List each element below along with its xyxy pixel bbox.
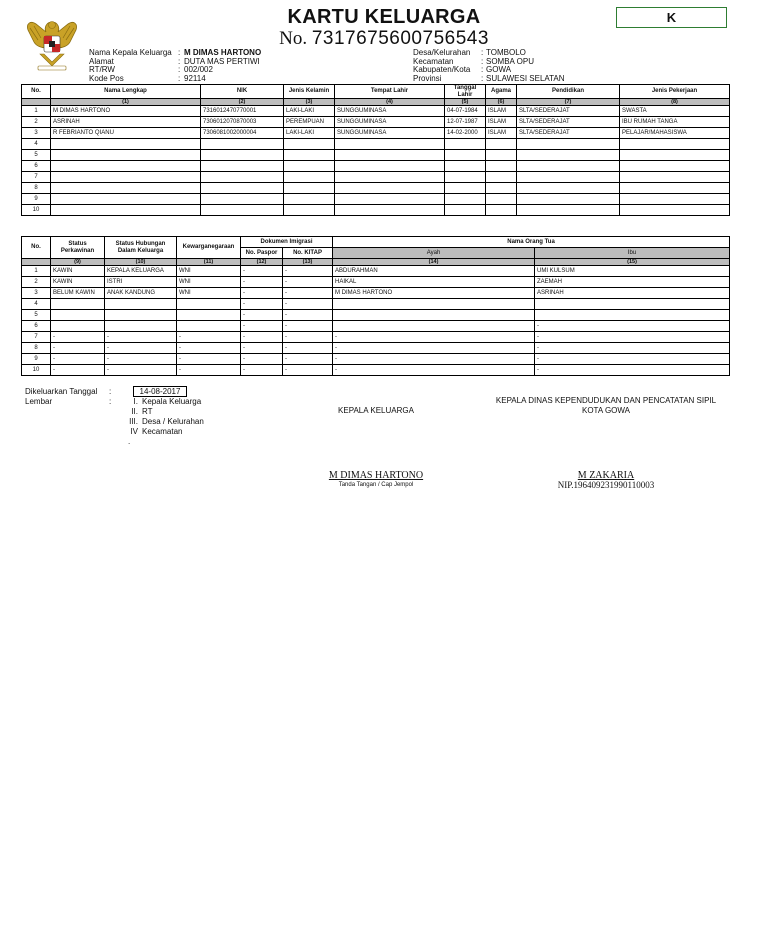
table-cell: - (241, 354, 283, 365)
table-cell: ABDURAHMAN (333, 266, 535, 277)
document-number (0, 28, 768, 50)
table-cell: 5 (22, 150, 51, 161)
table-cell: - (535, 343, 730, 354)
head-of-family-label: KEPALA KELUARGA (338, 406, 414, 415)
column-header: Tanggal Lahir (445, 85, 486, 99)
table-cell: - (283, 288, 333, 299)
table-cell: SLTA/SEDERAJAT (517, 106, 620, 117)
table-cell (284, 183, 335, 194)
info-value: SOMBA OPU (486, 56, 535, 66)
family-members-table (21, 84, 730, 216)
column-header: Pendidikan (517, 85, 620, 99)
table-cell: - (105, 365, 177, 376)
colon: : (109, 387, 112, 396)
table-cell (201, 172, 284, 183)
table-cell: 1 (22, 266, 51, 277)
table-cell (284, 161, 335, 172)
table-cell: - (283, 266, 333, 277)
table-cell (486, 172, 517, 183)
column-index: (5) (445, 99, 486, 106)
table-cell: PEREMPUAN (284, 117, 335, 128)
table-row (22, 205, 730, 216)
table-cell: 7306081002000004 (201, 128, 284, 139)
table-cell: - (283, 365, 333, 376)
table-cell: 8 (22, 343, 51, 354)
table-cell: - (177, 332, 241, 343)
table-row (22, 299, 730, 310)
table-cell (335, 183, 445, 194)
table-cell (284, 205, 335, 216)
table-cell (486, 150, 517, 161)
table-cell: IBU RUMAH TANGA (620, 117, 730, 128)
table-cell (201, 183, 284, 194)
column-header: Dokumen Imigrasi (241, 237, 333, 248)
table-header-row (22, 237, 730, 248)
table-row (22, 194, 730, 205)
info-value: SULAWESI SELATAN (486, 73, 565, 83)
table-cell: BELUM KAWIN (51, 288, 105, 299)
table-cell: KEPALA KELUARGA (105, 266, 177, 277)
table-cell: LAKI-LAKI (284, 106, 335, 117)
table-cell (51, 139, 201, 150)
table-cell: ISLAM (486, 128, 517, 139)
table-cell (284, 194, 335, 205)
info-label: Alamat (89, 56, 114, 66)
column-header: Nama Lengkap (51, 85, 201, 99)
table-cell (51, 172, 201, 183)
table-cell: - (241, 321, 283, 332)
table-cell (105, 299, 177, 310)
table-cell: - (283, 332, 333, 343)
info-row: Alamat : DUTA MAS PERTIWI (89, 56, 260, 66)
table-cell: 7316012470770001 (201, 106, 284, 117)
agency-title-line1: KEPALA DINAS KEPENDUDUKAN DAN PENCATATAN SIPIL (495, 396, 717, 405)
info-label: Nama Kepala Keluarga (89, 48, 172, 57)
table-cell (620, 172, 730, 183)
table-cell: 8 (22, 183, 51, 194)
table-row (22, 117, 730, 128)
column-index: (15) (535, 259, 730, 266)
table-cell (486, 205, 517, 216)
info-row: RT/RW : 002/002 (89, 65, 213, 75)
table-cell: 12-07-1987 (445, 117, 486, 128)
info-row: Desa/Kelurahan : TOMBOLO (413, 48, 526, 57)
table-cell: - (283, 277, 333, 288)
column-header: No. (22, 237, 51, 259)
table-cell: - (283, 321, 333, 332)
table-header-row (22, 85, 730, 99)
table-cell (620, 161, 730, 172)
table-cell (201, 194, 284, 205)
kk-number: 7317675600756543 (311, 28, 489, 49)
info-row: Kode Pos : 92114 (89, 73, 206, 83)
table-cell: 9 (22, 354, 51, 365)
table-cell (445, 172, 486, 183)
table-cell (51, 299, 105, 310)
table-cell: 7 (22, 172, 51, 183)
table-row (22, 310, 730, 321)
table-cell: 9 (22, 194, 51, 205)
column-header: Ayah (333, 248, 535, 259)
table-cell (105, 310, 177, 321)
family-status-table (21, 236, 730, 376)
table-cell: ISLAM (486, 106, 517, 117)
column-header: No. Paspor (241, 248, 283, 259)
table-cell (201, 205, 284, 216)
column-header: NIK (201, 85, 284, 99)
info-label: RT/RW (89, 65, 115, 75)
official-nip: NIP.196409231990110003 (557, 480, 655, 490)
column-header: No. KITAP (283, 248, 333, 259)
info-right (413, 49, 565, 83)
table-cell: - (177, 354, 241, 365)
table-cell: 4 (22, 139, 51, 150)
table-cell (333, 310, 535, 321)
table-cell: - (283, 343, 333, 354)
table-cell (51, 161, 201, 172)
table-cell: R FEBRIANTO QIANU (51, 128, 201, 139)
table-cell: SWASTA (620, 106, 730, 117)
table-cell: - (241, 310, 283, 321)
column-index: (14) (333, 259, 535, 266)
info-label: Provinsi (413, 73, 442, 83)
table-cell: 4 (22, 299, 51, 310)
column-index: (6) (486, 99, 517, 106)
table-cell: - (51, 365, 105, 376)
table-cell (51, 194, 201, 205)
info-value: M DIMAS HARTONO (184, 48, 262, 57)
table-cell (517, 194, 620, 205)
document-title: KARTU KELUARGA (287, 6, 481, 28)
table-cell (517, 183, 620, 194)
table-cell: KAWIN (51, 277, 105, 288)
colon: : (109, 397, 112, 406)
table-cell (486, 139, 517, 150)
table-cell: WNI (177, 266, 241, 277)
table-cell: PELAJAR/MAHASISWA (620, 128, 730, 139)
info-label: Kecamatan (413, 56, 454, 66)
column-index-row (22, 259, 730, 266)
table-cell (486, 161, 517, 172)
table-row (22, 321, 730, 332)
issued-date-value: 14-08-2017 (133, 386, 187, 397)
info-label: Kabupaten/Kota (413, 65, 471, 75)
table-cell (335, 161, 445, 172)
column-header: Tempat Lahir (335, 85, 445, 99)
table-cell (620, 205, 730, 216)
table-cell (51, 321, 105, 332)
column-index: (10) (105, 259, 177, 266)
info-label: Kode Pos (89, 73, 124, 83)
table-cell: 3 (22, 288, 51, 299)
table-cell (201, 139, 284, 150)
table-cell (486, 183, 517, 194)
column-header: No. (22, 85, 51, 99)
table-row (22, 106, 730, 117)
table-row (22, 332, 730, 343)
table-row (22, 365, 730, 376)
table-cell: - (51, 354, 105, 365)
table-cell: SUNGGUMINASA (335, 106, 445, 117)
lembar-item: III. Desa / Kelurahan (129, 417, 204, 426)
table-row (22, 354, 730, 365)
table-row (22, 277, 730, 288)
lembar-dot: . (128, 437, 131, 446)
table-cell: 1 (22, 106, 51, 117)
column-index: (11) (177, 259, 241, 266)
table-row (22, 172, 730, 183)
table-cell: - (241, 277, 283, 288)
table-cell (486, 194, 517, 205)
table-cell (177, 310, 241, 321)
table-cell: 2 (22, 277, 51, 288)
column-index (22, 99, 51, 106)
column-header: Status Perkawinan (51, 237, 105, 259)
table-cell: 10 (22, 365, 51, 376)
table-cell (335, 150, 445, 161)
table-cell: WNI (177, 288, 241, 299)
table-cell (284, 172, 335, 183)
official-name: M ZAKARIA (577, 470, 635, 481)
info-value: DUTA MAS PERTIWI (184, 56, 260, 66)
table-row (22, 161, 730, 172)
info-row: Kabupaten/Kota : GOWA (413, 65, 512, 75)
column-header: Jenis Kelamin (284, 85, 335, 99)
table-cell (51, 310, 105, 321)
lembar-item: I. Kepala Keluarga (133, 397, 202, 406)
info-label: Desa/Kelurahan (413, 48, 471, 57)
table-cell (620, 150, 730, 161)
type-box: K (616, 7, 727, 28)
table-cell: HAIKAL (333, 277, 535, 288)
table-cell: - (333, 343, 535, 354)
table-cell: UMI KULSUM (535, 266, 730, 277)
column-index: (1) (51, 99, 201, 106)
table-cell (517, 172, 620, 183)
info-row: Provinsi : SULAWESI SELATAN (413, 73, 565, 83)
table-cell: 2 (22, 117, 51, 128)
column-header: Jenis Pekerjaan (620, 85, 730, 99)
table-cell (335, 172, 445, 183)
column-header: Status Hubungan Dalam Keluarga (105, 237, 177, 259)
table-cell: - (333, 354, 535, 365)
table-cell: - (283, 310, 333, 321)
table-row (22, 343, 730, 354)
table-cell: ASRINAH (535, 288, 730, 299)
info-value: 002/002 (184, 65, 213, 75)
table-cell: - (333, 332, 535, 343)
table-cell: - (535, 321, 730, 332)
table-cell (535, 299, 730, 310)
column-index (22, 259, 51, 266)
table-cell: - (241, 299, 283, 310)
table-cell (201, 150, 284, 161)
table-cell: - (535, 365, 730, 376)
table-cell: - (105, 343, 177, 354)
table-cell (201, 161, 284, 172)
table-cell: SLTA/SEDERAJAT (517, 117, 620, 128)
table-cell: - (535, 354, 730, 365)
info-value: TOMBOLO (486, 48, 526, 57)
table-row (22, 266, 730, 277)
table-cell: 7 (22, 332, 51, 343)
table-cell: 10 (22, 205, 51, 216)
table-cell (177, 321, 241, 332)
table-cell: M DIMAS HARTONO (51, 106, 201, 117)
table-cell (517, 161, 620, 172)
table-cell: 14-02-2000 (445, 128, 486, 139)
table-cell: 5 (22, 310, 51, 321)
table-cell (517, 205, 620, 216)
table-cell (284, 139, 335, 150)
table-cell (177, 299, 241, 310)
column-index: (7) (517, 99, 620, 106)
table-cell (335, 139, 445, 150)
table-cell (335, 205, 445, 216)
table-cell (51, 150, 201, 161)
table-row (22, 139, 730, 150)
table-row (22, 128, 730, 139)
table-cell (284, 150, 335, 161)
table-cell: - (535, 332, 730, 343)
table-cell: - (241, 266, 283, 277)
column-header: Nama Orang Tua (333, 237, 730, 248)
column-index-row (22, 99, 730, 106)
table-row (22, 288, 730, 299)
table-cell: - (241, 343, 283, 354)
lembar-item: II. RT (131, 407, 153, 416)
table-cell (535, 310, 730, 321)
table-cell (333, 299, 535, 310)
table-cell: - (241, 288, 283, 299)
info-value: GOWA (486, 65, 512, 75)
table-cell: SLTA/SEDERAJAT (517, 128, 620, 139)
table-cell: 7306012070870003 (201, 117, 284, 128)
table-cell (620, 139, 730, 150)
table-cell: WNI (177, 277, 241, 288)
column-index: (3) (284, 99, 335, 106)
table-cell (620, 194, 730, 205)
table-cell: - (105, 354, 177, 365)
table-cell: 6 (22, 321, 51, 332)
table-cell (51, 205, 201, 216)
table-cell: - (51, 332, 105, 343)
table-cell (620, 183, 730, 194)
signature-note: Tanda Tangan / Cap Jempol (338, 482, 414, 488)
column-header: Kewarganegaraan (177, 237, 241, 259)
table-cell: - (177, 365, 241, 376)
column-header: Agama (486, 85, 517, 99)
table-cell: - (241, 365, 283, 376)
table-cell (105, 321, 177, 332)
column-index: (4) (335, 99, 445, 106)
table-cell (445, 194, 486, 205)
table-cell: - (283, 354, 333, 365)
table-cell: ANAK KANDUNG (105, 288, 177, 299)
table-cell: ISLAM (486, 117, 517, 128)
table-cell (445, 183, 486, 194)
table-row (22, 183, 730, 194)
table-cell: - (177, 343, 241, 354)
table-cell: 3 (22, 128, 51, 139)
table-cell: - (241, 332, 283, 343)
column-index: (8) (620, 99, 730, 106)
table-row (22, 150, 730, 161)
table-cell (51, 183, 201, 194)
table-cell: KAWIN (51, 266, 105, 277)
table-cell (445, 205, 486, 216)
table-cell: SUNGGUMINASA (335, 117, 445, 128)
column-index: (13) (283, 259, 333, 266)
table-cell: 6 (22, 161, 51, 172)
table-cell (517, 150, 620, 161)
table-cell: - (333, 365, 535, 376)
table-cell: 04-07-1984 (445, 106, 486, 117)
column-header: Ibu (535, 248, 730, 259)
column-index: (9) (51, 259, 105, 266)
table-cell (445, 161, 486, 172)
table-cell: - (51, 343, 105, 354)
column-index: (12) (241, 259, 283, 266)
table-cell (445, 150, 486, 161)
lembar-list (120, 397, 204, 447)
table-cell: ZAEMAH (535, 277, 730, 288)
info-left (89, 49, 261, 83)
table-cell (333, 321, 535, 332)
head-of-family-name: M DIMAS HARTONO (328, 470, 424, 481)
info-row: Kecamatan : SOMBA OPU (413, 56, 535, 66)
column-index: (2) (201, 99, 284, 106)
table-cell: ISTRI (105, 277, 177, 288)
lembar-label: Lembar (25, 397, 53, 406)
issued-date-label: Dikeluarkan Tanggal (25, 387, 98, 396)
table-cell: ASRINAH (51, 117, 201, 128)
info-value: 92114 (184, 73, 206, 83)
lembar-item: IV Kecamatan (130, 427, 183, 436)
table-cell: LAKI-LAKI (284, 128, 335, 139)
table-cell: - (283, 299, 333, 310)
table-cell (517, 139, 620, 150)
info-row: Nama Kepala Keluarga : M DIMAS HARTONO (89, 48, 262, 57)
number-prefix: No. (279, 28, 308, 49)
table-cell (335, 194, 445, 205)
table-cell (445, 139, 486, 150)
table-cell: M DIMAS HARTONO (333, 288, 535, 299)
table-cell: SUNGGUMINASA (335, 128, 445, 139)
table-cell: - (105, 332, 177, 343)
agency-title-line2: KOTA GOWA (581, 406, 630, 415)
